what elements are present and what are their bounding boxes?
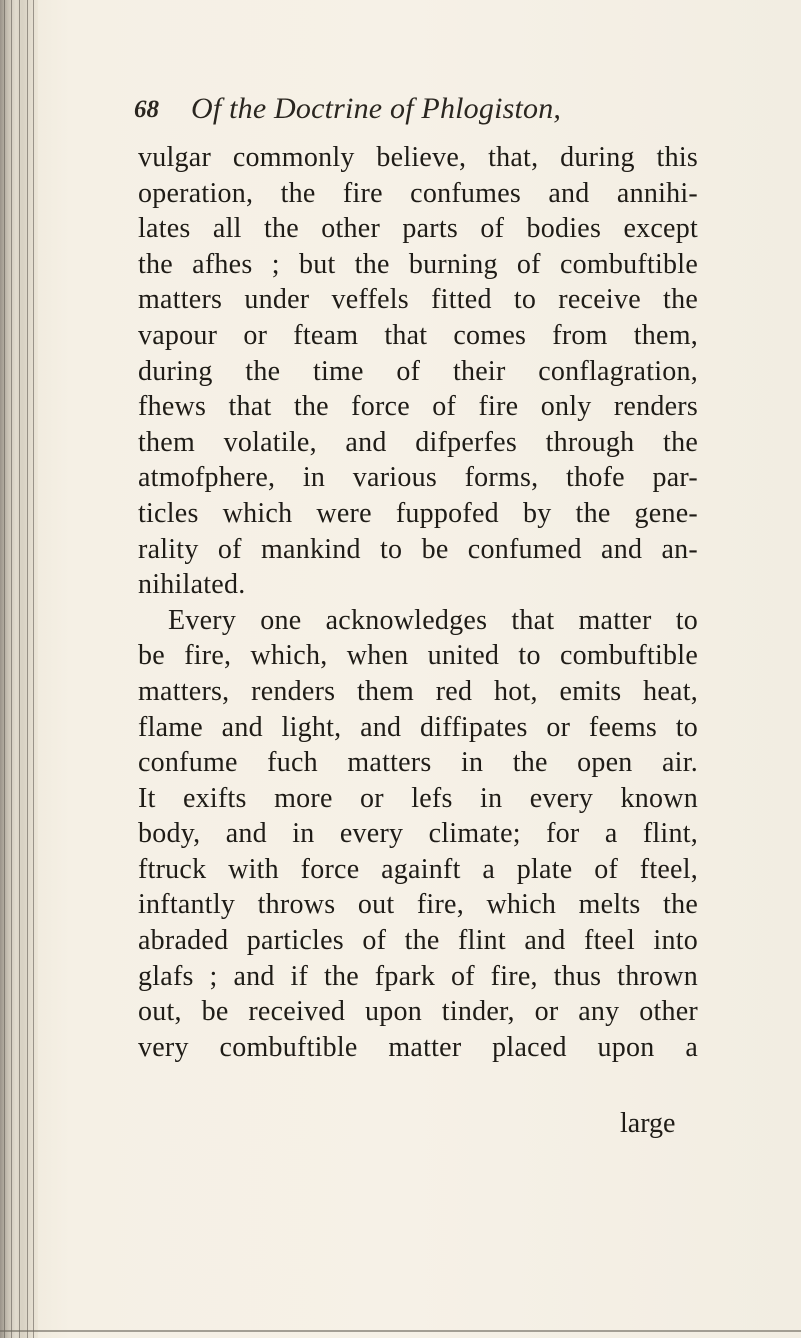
text-line: matters, renders them red hot, emits heat, — [138, 675, 698, 707]
gutter-edge-line — [11, 0, 12, 1338]
catchword: large — [620, 1108, 676, 1139]
text-line: confume fuch matters in the open air. — [138, 747, 698, 779]
text-line: It exifts more or lefs in every known — [138, 782, 698, 814]
book-gutter — [0, 0, 38, 1338]
text-line: rality of mankind to be confumed and an- — [138, 533, 698, 565]
text-line: inftantly throws out fire, which melts the — [138, 889, 698, 921]
text-line: fhews that the force of fire only renders — [138, 391, 698, 423]
running-title: Of the Doctrine of Phlogiston, — [191, 92, 562, 125]
text-line: ticles which were fuppofed by the gene- — [138, 497, 698, 529]
text-line: body, and in every climate; for a flint, — [138, 818, 698, 850]
text-line: abraded particles of the flint and fteel into — [138, 925, 698, 957]
text-line: flame and light, and diffipates or feems to — [138, 711, 698, 743]
gutter-edge-line — [19, 0, 20, 1338]
text-line: during the time of their conflagration, — [138, 355, 698, 387]
text-line: atmofphere, in various forms, thofe par- — [138, 462, 698, 494]
page-number: 68 — [134, 96, 159, 123]
text-line: ftruck with force againft a plate of fteel, — [138, 853, 698, 885]
text-line: lates all the other parts of bodies except — [138, 213, 698, 245]
text-line: be fire, which, when united to combuftible — [138, 640, 698, 672]
text-line: very combuftible matter placed upon a — [138, 1031, 698, 1063]
text-line: out, be received upon tinder, or any other — [138, 996, 698, 1028]
body-text — [138, 140, 698, 1065]
page-bottom-edge — [0, 1330, 801, 1332]
text-line: glafs ; and if the fpark of fire, thus thrown — [138, 960, 698, 992]
text-line: matters under veffels fitted to receive the — [138, 284, 698, 316]
gutter-edge-line — [4, 0, 5, 1338]
text-line: vulgar commonly believe, that, during this — [138, 142, 698, 173]
text-line: them volatile, and difperfes through the — [138, 426, 698, 458]
gutter-edge-line — [33, 0, 34, 1338]
text-line: operation, the fire confumes and annihi- — [138, 177, 698, 209]
text-line: vapour or fteam that comes from them, — [138, 319, 698, 351]
gutter-edge-line — [27, 0, 28, 1338]
text-line: the afhes ; but the burning of combuftible — [138, 248, 698, 280]
text-line: Every one acknowledges that matter to — [168, 604, 698, 636]
text-line: nihilated. — [138, 569, 246, 601]
page-header — [134, 92, 694, 136]
